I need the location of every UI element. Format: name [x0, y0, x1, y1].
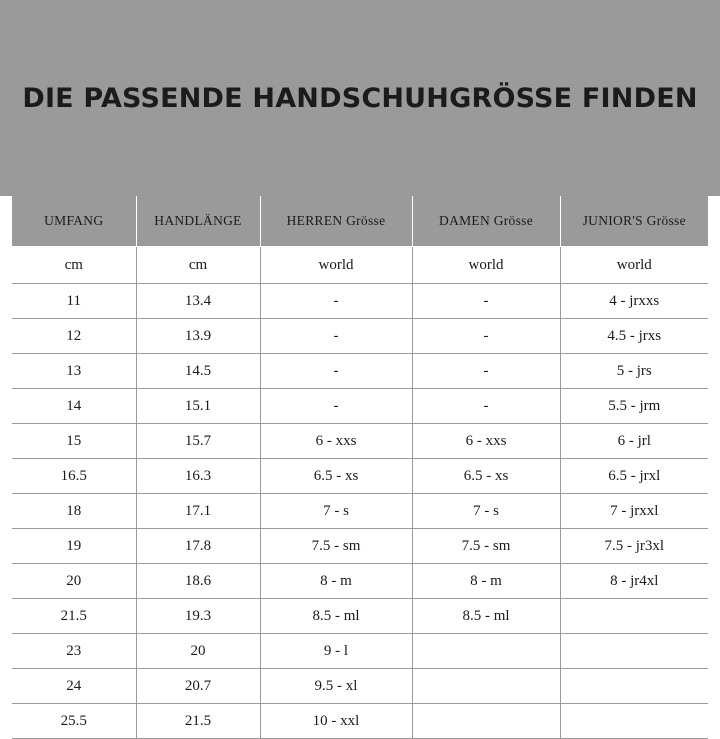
table-cell: 16.5: [12, 459, 136, 494]
table-cell: 20: [136, 634, 260, 669]
table-cell: 18: [12, 494, 136, 529]
table-cell: 25.5: [12, 704, 136, 739]
table-cell: [412, 669, 560, 704]
table-cell: 8.5 - ml: [260, 599, 412, 634]
table-cell: 7 - s: [260, 494, 412, 529]
column-header-juniors: JUNIOR'S Grösse: [560, 196, 708, 247]
table-body: [12, 247, 708, 739]
table-cell: 21.5: [12, 599, 136, 634]
table-cell: 6.5 - xs: [412, 459, 560, 494]
table-cell: 9 - l: [260, 634, 412, 669]
table-row: [12, 284, 708, 319]
glove-size-table: [12, 196, 708, 739]
table-header-row: [12, 196, 708, 247]
table-cell: 20: [12, 564, 136, 599]
table-cell: 18.6: [136, 564, 260, 599]
table-cell: 21.5: [136, 704, 260, 739]
table-cell: 10 - xxl: [260, 704, 412, 739]
table-cell: 6.5 - jrxl: [560, 459, 708, 494]
table-cell: 15.1: [136, 389, 260, 424]
page-title: DIE PASSENDE HANDSCHUHGRÖSSE FINDEN: [22, 82, 698, 114]
table-cell: 5 - jrs: [560, 354, 708, 389]
table-cell: 11: [12, 284, 136, 319]
column-header-damen: DAMEN Grösse: [412, 196, 560, 247]
unit-cell: world: [560, 247, 708, 284]
table-cell: 9.5 - xl: [260, 669, 412, 704]
table-row: [12, 389, 708, 424]
header-banner: [0, 0, 720, 196]
table-cell: 4.5 - jrxs: [560, 319, 708, 354]
table-cell: 6 - xxs: [260, 424, 412, 459]
table-cell: 8 - m: [260, 564, 412, 599]
table-cell: 8 - m: [412, 564, 560, 599]
table-row: [12, 669, 708, 704]
table-row: [12, 634, 708, 669]
table-cell: 12: [12, 319, 136, 354]
table-cell: [560, 599, 708, 634]
table-cell: 5.5 - jrm: [560, 389, 708, 424]
column-header-herren: HERREN Grösse: [260, 196, 412, 247]
table-cell: 16.3: [136, 459, 260, 494]
size-table-container: [0, 196, 720, 739]
table-row: [12, 704, 708, 739]
table-row: [12, 424, 708, 459]
table-header: [12, 196, 708, 247]
table-cell: 15.7: [136, 424, 260, 459]
table-cell: 19.3: [136, 599, 260, 634]
table-cell: 7.5 - sm: [412, 529, 560, 564]
table-cell: 15: [12, 424, 136, 459]
table-cell: 14.5: [136, 354, 260, 389]
unit-cell: cm: [12, 247, 136, 284]
table-cell: 24: [12, 669, 136, 704]
table-cell: 6.5 - xs: [260, 459, 412, 494]
table-row: [12, 494, 708, 529]
table-cell: 19: [12, 529, 136, 564]
column-header-umfang: UMFANG: [12, 196, 136, 247]
unit-cell: cm: [136, 247, 260, 284]
table-cell: 14: [12, 389, 136, 424]
table-cell: -: [412, 284, 560, 319]
table-cell: [412, 704, 560, 739]
column-header-handlaenge: HANDLÄNGE: [136, 196, 260, 247]
table-cell: -: [260, 354, 412, 389]
table-cell: [560, 704, 708, 739]
table-cell: 8.5 - ml: [412, 599, 560, 634]
table-cell: 6 - jrl: [560, 424, 708, 459]
table-cell: 13.9: [136, 319, 260, 354]
table-cell: 17.1: [136, 494, 260, 529]
table-cell: -: [260, 389, 412, 424]
table-cell: 8 - jr4xl: [560, 564, 708, 599]
table-cell: -: [412, 354, 560, 389]
table-row: [12, 354, 708, 389]
table-cell: -: [260, 319, 412, 354]
table-cell: [560, 669, 708, 704]
table-cell: [560, 634, 708, 669]
table-row: [12, 319, 708, 354]
table-row: [12, 564, 708, 599]
table-cell: -: [260, 284, 412, 319]
table-cell: [412, 634, 560, 669]
table-cell: 23: [12, 634, 136, 669]
table-cell: 17.8: [136, 529, 260, 564]
table-cell: 7.5 - jr3xl: [560, 529, 708, 564]
table-cell: 7.5 - sm: [260, 529, 412, 564]
table-cell: 6 - xxs: [412, 424, 560, 459]
table-cell: 7 - jrxxl: [560, 494, 708, 529]
table-cell: 13: [12, 354, 136, 389]
table-row: [12, 459, 708, 494]
table-cell: -: [412, 319, 560, 354]
units-row: [12, 247, 708, 284]
table-cell: 7 - s: [412, 494, 560, 529]
unit-cell: world: [412, 247, 560, 284]
table-cell: -: [412, 389, 560, 424]
table-cell: 4 - jrxxs: [560, 284, 708, 319]
table-row: [12, 529, 708, 564]
table-cell: 13.4: [136, 284, 260, 319]
table-row: [12, 599, 708, 634]
unit-cell: world: [260, 247, 412, 284]
table-cell: 20.7: [136, 669, 260, 704]
